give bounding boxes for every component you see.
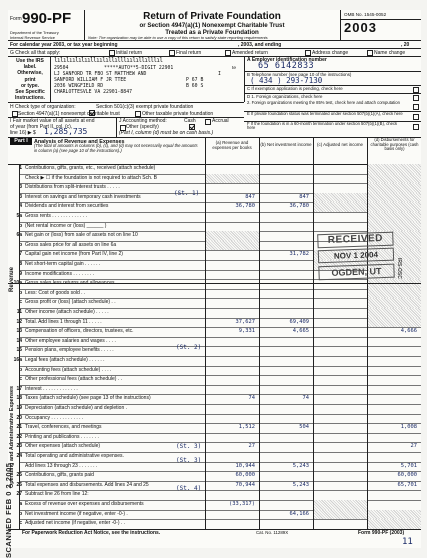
line-label: Depreciation (attach schedule) and depletion . bbox=[25, 405, 128, 411]
line-label: Contributions, gifts, grants paid bbox=[25, 472, 94, 479]
foreign-org-label: D 1. Foreign organizations, check here bbox=[247, 94, 323, 99]
line-row bbox=[8, 202, 421, 212]
amended-return-label: Amended return bbox=[232, 49, 268, 56]
line-row bbox=[8, 222, 421, 232]
shaded-cell bbox=[368, 193, 421, 203]
name-change-checkbox[interactable] bbox=[367, 50, 373, 56]
line-row bbox=[8, 337, 421, 347]
line-row bbox=[8, 164, 421, 174]
org-name-2-code: P 67 B bbox=[186, 78, 204, 83]
shaded-cell bbox=[368, 222, 421, 232]
line-number: 19 bbox=[16, 405, 22, 411]
line-label: Accounting fees (attach schedule) . . . . bbox=[25, 366, 112, 373]
shaded-cell bbox=[206, 231, 259, 241]
omb-number: OMB No. 1545-0052 bbox=[344, 12, 387, 17]
foreign-85-checkbox[interactable] bbox=[413, 104, 419, 110]
line-number: b bbox=[18, 366, 22, 373]
line-label: Less: Cost of goods sold . . bbox=[25, 289, 86, 296]
line-label: Net short-term capital gain . . . . . . bbox=[25, 261, 101, 267]
line-label: Adjusted net income (if negative, enter -0-) . . bbox=[25, 520, 126, 527]
shaded-cell bbox=[368, 202, 421, 212]
line-number: 21 bbox=[16, 424, 22, 431]
line-label: Net gain or (loss) from sale of assets not on line 10 bbox=[25, 232, 138, 239]
line-number: 6a bbox=[16, 232, 22, 239]
line-number: a bbox=[19, 501, 22, 507]
line-label: Other expenses (attach schedule) bbox=[25, 443, 101, 450]
accrual-checkbox[interactable] bbox=[205, 119, 211, 125]
line-row bbox=[8, 471, 421, 481]
col-d-header: (d) Disbursements for charitable purposes (cash basis only) bbox=[370, 137, 419, 152]
cash-basis-note: (Part I, column (d) must be on cash basis.) bbox=[119, 130, 214, 136]
col-a-value[interactable]: 74 bbox=[248, 395, 255, 402]
final-return-checkbox[interactable] bbox=[169, 50, 175, 56]
line-row bbox=[8, 385, 421, 395]
line-number: 14 bbox=[16, 337, 22, 344]
line-number: b bbox=[18, 289, 22, 296]
accounting-method-label: J Accounting method: bbox=[119, 118, 167, 124]
tax-year-and-ending: , 2003, and ending bbox=[238, 41, 282, 48]
org-auto-code: te bbox=[232, 66, 237, 71]
address-change-label: Address change bbox=[312, 49, 349, 56]
line-label: Gross rents . . . . . . . . . . . . . bbox=[25, 213, 87, 219]
line-row bbox=[8, 375, 421, 385]
line-row bbox=[8, 442, 421, 452]
initial-return-label: Initial return bbox=[116, 49, 143, 56]
org-name-1: LJ SANFORD TR FBO ST MATTHEW AND bbox=[54, 72, 147, 77]
line-label: Taxes (attach schedule) (see page 13 of the instructions) bbox=[25, 395, 151, 402]
shaded-cell bbox=[368, 174, 421, 184]
line-number: 23 bbox=[16, 443, 22, 450]
col-b-value[interactable]: 74 bbox=[302, 395, 309, 402]
col-d-value[interactable]: 1,008 bbox=[400, 424, 417, 431]
shaded-cell bbox=[314, 193, 367, 203]
line-row bbox=[8, 433, 421, 443]
line-number: 11 bbox=[16, 309, 22, 315]
col-b-value[interactable]: 64,166 bbox=[289, 510, 309, 517]
line-number: c bbox=[19, 520, 22, 527]
org-name-2: SANFORD WILLIAM F JR TTEE bbox=[54, 78, 127, 83]
line-number: 20 bbox=[16, 414, 22, 421]
form-subtitle-2: Treated as a Private Foundation bbox=[165, 28, 259, 36]
line-label: Interest . . . . . . . . . . . . . bbox=[25, 385, 78, 392]
line-label: (Net rental income or (loss) ______ ) bbox=[25, 222, 107, 229]
col-a-value[interactable]: 60,000 bbox=[235, 472, 255, 479]
shaded-cell bbox=[368, 298, 421, 308]
line-label: Other income (attach schedule) . . . . . bbox=[25, 309, 109, 315]
status-terminated-checkbox[interactable] bbox=[413, 114, 419, 120]
line-row bbox=[8, 289, 421, 299]
line-number: 5a bbox=[16, 213, 22, 219]
fmv-label-1: I Fair market value of all assets at end bbox=[10, 118, 95, 124]
line-label: Add lines 13 through 23 . . . . . . . bbox=[25, 462, 98, 469]
tax-year: 2003 bbox=[344, 20, 377, 35]
shaded-cell bbox=[314, 202, 367, 212]
cash-label: Cash bbox=[184, 118, 196, 124]
col-a-value[interactable]: (33,317) bbox=[229, 501, 255, 507]
termination-60-checkbox[interactable] bbox=[413, 124, 419, 130]
shaded-cell bbox=[368, 289, 421, 299]
line-row bbox=[8, 510, 421, 520]
line-row bbox=[8, 519, 421, 529]
stamp-side-text: IRS-OSC bbox=[396, 258, 402, 279]
col-b-value[interactable]: 5,243 bbox=[292, 481, 309, 488]
line-row bbox=[8, 298, 421, 308]
col-b-value[interactable]: 5,243 bbox=[292, 462, 309, 469]
scanned-stamp: SCANNED FEB 0 2 2005 bbox=[4, 462, 13, 558]
line-label: Travel, conferences, and meetings bbox=[25, 424, 102, 431]
line-row bbox=[8, 481, 421, 491]
amended-return-checkbox[interactable] bbox=[225, 50, 231, 56]
org-type-label: H Check type of organization: bbox=[10, 103, 76, 110]
line-number: c bbox=[19, 376, 22, 383]
line-number: 12 bbox=[16, 318, 22, 325]
col-a-value[interactable]: 1,512 bbox=[238, 424, 255, 431]
shaded-cell bbox=[368, 212, 421, 222]
form-subtitle-1: or Section 4947(a)(1) Nonexempt Charitable Trust bbox=[139, 22, 285, 29]
line-number: b bbox=[18, 222, 22, 229]
shaded-cell bbox=[368, 164, 421, 174]
col-c-header: (c) Adjusted net income bbox=[317, 142, 363, 147]
line-row bbox=[8, 183, 421, 193]
page-mark: 11 bbox=[402, 537, 413, 547]
org-city: CHARLOTTESVLE VA 22901-8847 bbox=[54, 90, 132, 95]
org-auto-line: *****AUTO**5-DIGIT 22901 bbox=[104, 66, 174, 71]
line-number: 13 bbox=[16, 328, 22, 335]
statement-3b-note: (St. 3) bbox=[176, 457, 202, 464]
line-number: 27 bbox=[16, 491, 22, 498]
shaded-cell bbox=[314, 500, 367, 510]
line-number: 3 bbox=[19, 184, 22, 191]
line-number: 17 bbox=[16, 385, 22, 392]
line-row bbox=[8, 414, 421, 424]
line-label: Net investment income (if negative, enter -0-) . bbox=[25, 510, 128, 517]
footer-notice: For Paperwork Reduction Act Notice, see the instructions. bbox=[22, 530, 161, 536]
line-row bbox=[8, 423, 421, 433]
shaded-cell bbox=[368, 519, 421, 529]
col-d-value[interactable]: 5,701 bbox=[400, 462, 417, 469]
line-label: Legal fees (attach schedule) . . . . . . bbox=[25, 357, 105, 363]
stamp-received-text: RECEIVED bbox=[317, 232, 393, 249]
line-label: Contributions, gifts, grants, etc., received (attach schedule) bbox=[25, 165, 156, 171]
dept-line-2: Internal Revenue Service bbox=[10, 34, 55, 40]
line-number: 9 bbox=[19, 270, 22, 277]
line-label: Capital gain net income (from Part IV, line 2) bbox=[25, 251, 123, 258]
col-d-value[interactable]: 65,701 bbox=[397, 481, 417, 488]
shaded-cell bbox=[368, 510, 421, 520]
fmv-label-2: of year (from Part II, col. (c), bbox=[10, 124, 73, 130]
line-label: Other professional fees (attach schedule) . . bbox=[25, 376, 122, 383]
address-change-checkbox[interactable] bbox=[305, 50, 311, 56]
footer-cat: Cat. No. 11289X bbox=[256, 530, 289, 535]
phone-value: ( 434 ) 293-7130 bbox=[250, 76, 323, 85]
col-a-value[interactable]: 36,780 bbox=[235, 203, 255, 210]
line-label: Income modifications . . . . . . . . bbox=[25, 270, 95, 277]
line-row bbox=[8, 366, 421, 376]
shaded-cell bbox=[368, 318, 421, 328]
line-number: c bbox=[19, 299, 22, 306]
line-label: Total. Add lines 1 through 11 . . . . . bbox=[25, 318, 102, 325]
line-label: Printing and publications . . . . . . . bbox=[25, 433, 99, 440]
org-address-code: B 60 S bbox=[186, 84, 204, 89]
line-row bbox=[8, 308, 421, 318]
line-label: Other employee salaries and wages . . . . bbox=[25, 337, 116, 344]
line-number: b bbox=[18, 510, 22, 517]
stamp-date-text: NOV 1 2004 bbox=[318, 248, 394, 264]
statement-1-note: (St. 1) bbox=[174, 190, 200, 197]
line-label: Excess of revenue over expenses and disbursements bbox=[25, 501, 144, 507]
part-i-heading-note: (The total of amounts in columns (b), (c), and (d) may not necessarily equal the amounts in column (a) (see page 10 of the instructions).) bbox=[34, 143, 198, 153]
accrual-label: Accrual bbox=[212, 118, 229, 124]
statement-3a-note: (St. 3) bbox=[176, 443, 202, 450]
line-row bbox=[8, 500, 421, 510]
form-page bbox=[4, 10, 421, 558]
line-row bbox=[8, 462, 421, 472]
section-501c3-label: Section 501(c)(3) exempt private foundation bbox=[96, 103, 194, 110]
line-row bbox=[8, 346, 421, 356]
dept-line-1: Department of the Treasury bbox=[10, 30, 59, 35]
tax-year-line: For calendar year 2003, or tax year beginning bbox=[10, 41, 118, 48]
col-d-value[interactable]: 27 bbox=[410, 443, 417, 450]
fmv-label-3: line 16) ▶ $ bbox=[10, 130, 36, 136]
termination-60-label: F If the foundation is in a 60-month termination under section 507(b)(1)(B), check here bbox=[247, 120, 398, 131]
line-number: 25 bbox=[16, 472, 22, 479]
side-label-revenue: Revenue bbox=[9, 266, 15, 292]
line-label: Gross sales less returns and allowances bbox=[25, 280, 115, 287]
col-b-value[interactable]: 4,665 bbox=[292, 328, 309, 335]
exemption-pending-label: C If exemption application is pending, check here bbox=[247, 86, 343, 91]
line-row bbox=[8, 212, 421, 222]
statement-4-note: (St. 4) bbox=[176, 485, 202, 492]
col-d-value[interactable]: 60,000 bbox=[397, 472, 417, 479]
shaded-cell bbox=[368, 308, 421, 318]
line-number: 7 bbox=[19, 251, 22, 258]
footer-form: Form 990-PF (2003) bbox=[358, 530, 405, 536]
statement-2-note: (St. 2) bbox=[176, 344, 202, 351]
form-number: 990-PF bbox=[22, 10, 72, 27]
org-name-1-code: I bbox=[218, 72, 221, 77]
col-a-header: (a) Revenue and expenses per books bbox=[212, 140, 252, 150]
line-number: 15 bbox=[16, 347, 22, 354]
line-number: 8 bbox=[19, 261, 22, 267]
line-label: Distributions from split-interest trusts . . . . . bbox=[25, 184, 120, 191]
line-row bbox=[8, 318, 421, 328]
line-number: 24 bbox=[16, 453, 22, 459]
exemption-pending-checkbox[interactable] bbox=[413, 87, 419, 93]
col-b-value[interactable]: 31,782 bbox=[289, 251, 309, 258]
other-method-label: Other (specify) bbox=[126, 124, 159, 130]
address-barcode: lılılıılılııllıılıllılllıılıllılllıl bbox=[54, 57, 163, 64]
other-taxable-label: Other taxable private foundation bbox=[142, 110, 214, 117]
line-row bbox=[8, 452, 421, 462]
col-a-value[interactable]: 9,331 bbox=[238, 328, 255, 335]
ein-label: A Employer identification number bbox=[247, 57, 327, 63]
col-a-value[interactable]: 27 bbox=[248, 443, 255, 450]
final-return-label: Final return bbox=[176, 49, 202, 56]
line-row bbox=[8, 404, 421, 414]
side-label-expenses: Operating and Administrative Expenses bbox=[9, 386, 15, 488]
col-b-value[interactable]: 847 bbox=[299, 193, 309, 200]
line-number: 3 bbox=[19, 193, 22, 200]
foreign-org-checkbox[interactable] bbox=[413, 95, 419, 101]
col-b-value[interactable]: 36,780 bbox=[289, 203, 309, 210]
tax-year-suffix: , 20 bbox=[401, 41, 410, 48]
col-b-header: (b) Net investment income bbox=[260, 142, 312, 147]
form-note: Note: The organization may be able to use a copy of this return to satisfy state reporting requirements bbox=[88, 35, 268, 40]
line-number: 26 bbox=[16, 481, 22, 488]
col-b-value[interactable]: 504 bbox=[299, 424, 309, 431]
received-stamp bbox=[313, 232, 397, 283]
line-label: Interest on savings and temporary cash investments bbox=[25, 193, 141, 200]
col-d-value[interactable]: 4,666 bbox=[400, 328, 417, 335]
line-row bbox=[8, 327, 421, 337]
shaded-cell bbox=[314, 510, 367, 520]
section-4947-label: Section 4947(a)(1) nonexempt charitable trust bbox=[18, 110, 120, 117]
part-i-label: Part I bbox=[10, 138, 32, 145]
part-i-lines bbox=[8, 164, 421, 529]
line-number: 18 bbox=[16, 395, 22, 402]
line-label: Compensation of officers, directors, trustees, etc. bbox=[25, 328, 134, 335]
line-label: Total expenses and disbursements. Add lines 24 and 25 bbox=[25, 481, 149, 488]
line-number: 10a bbox=[13, 280, 22, 287]
fmv-value: 1,285,735 bbox=[44, 127, 88, 136]
line-label: Gross profit or (loss) (attach schedule) . . bbox=[25, 299, 116, 306]
line-number: 16a bbox=[13, 357, 22, 363]
col-b-value[interactable]: 69,409 bbox=[289, 318, 309, 325]
form-title: Return of Private Foundation bbox=[143, 11, 281, 22]
line-number: 4 bbox=[19, 203, 22, 210]
line-number: 1 bbox=[19, 165, 22, 171]
stamp-city-text: OGDEN, UT bbox=[318, 264, 394, 281]
line-row bbox=[8, 394, 421, 404]
irs-label-instructions: Use the IRS label. Otherwise, print or type. See Specific Instructions. bbox=[14, 58, 45, 102]
line-label: Total operating and administrative expenses. bbox=[25, 453, 124, 459]
shaded-cell bbox=[206, 174, 259, 184]
check-all-label: G Check all that apply: bbox=[10, 49, 61, 56]
shaded-cell bbox=[206, 241, 259, 251]
line-label: Check ▶ ☐ if the foundation is not required to attach Sch. B bbox=[25, 174, 158, 181]
line-label: Gross sales price for all assets on line 6a bbox=[25, 241, 117, 248]
shaded-cell bbox=[368, 183, 421, 193]
line-row bbox=[8, 174, 421, 184]
org-id-code: 29504 bbox=[54, 66, 69, 71]
line-label: Pension plans, employee benefits . . . . . bbox=[25, 347, 114, 354]
line-row bbox=[8, 356, 421, 366]
line-row bbox=[8, 193, 421, 203]
line-row bbox=[8, 490, 421, 500]
name-change-label: Name change bbox=[374, 49, 406, 56]
col-a-value[interactable]: 70,944 bbox=[235, 481, 255, 488]
org-address: 2036 WINGFIELD RD bbox=[54, 84, 104, 89]
line-label: Subtract line 26 from line 12: bbox=[25, 491, 89, 498]
form-word: Form bbox=[10, 16, 22, 22]
col-a-value[interactable]: 10,944 bbox=[235, 462, 255, 469]
ein-value: 65 6142833 bbox=[258, 61, 315, 71]
foreign-85-label: 2. Foreign organizations meeting the 85% test, check here and attach computation bbox=[247, 100, 400, 105]
phone-label: B Telephone number (see page 10 of the instructions) bbox=[247, 71, 352, 77]
line-label: Occupancy . . . . . . . . . . . . bbox=[25, 414, 84, 421]
status-terminated-label: E If private foundation status was terminated under section 507(b)(1)(A), check here bbox=[247, 110, 403, 116]
line-number: 22 bbox=[16, 433, 22, 440]
col-a-value[interactable]: 847 bbox=[245, 193, 255, 200]
line-number: b bbox=[18, 241, 22, 248]
initial-return-checkbox[interactable] bbox=[109, 50, 115, 56]
line-label: Dividends and interest from securities bbox=[25, 203, 109, 210]
col-a-value[interactable]: 37,627 bbox=[235, 318, 255, 325]
part-i-heading: Analysis of Revenue and Expenses bbox=[34, 138, 125, 145]
